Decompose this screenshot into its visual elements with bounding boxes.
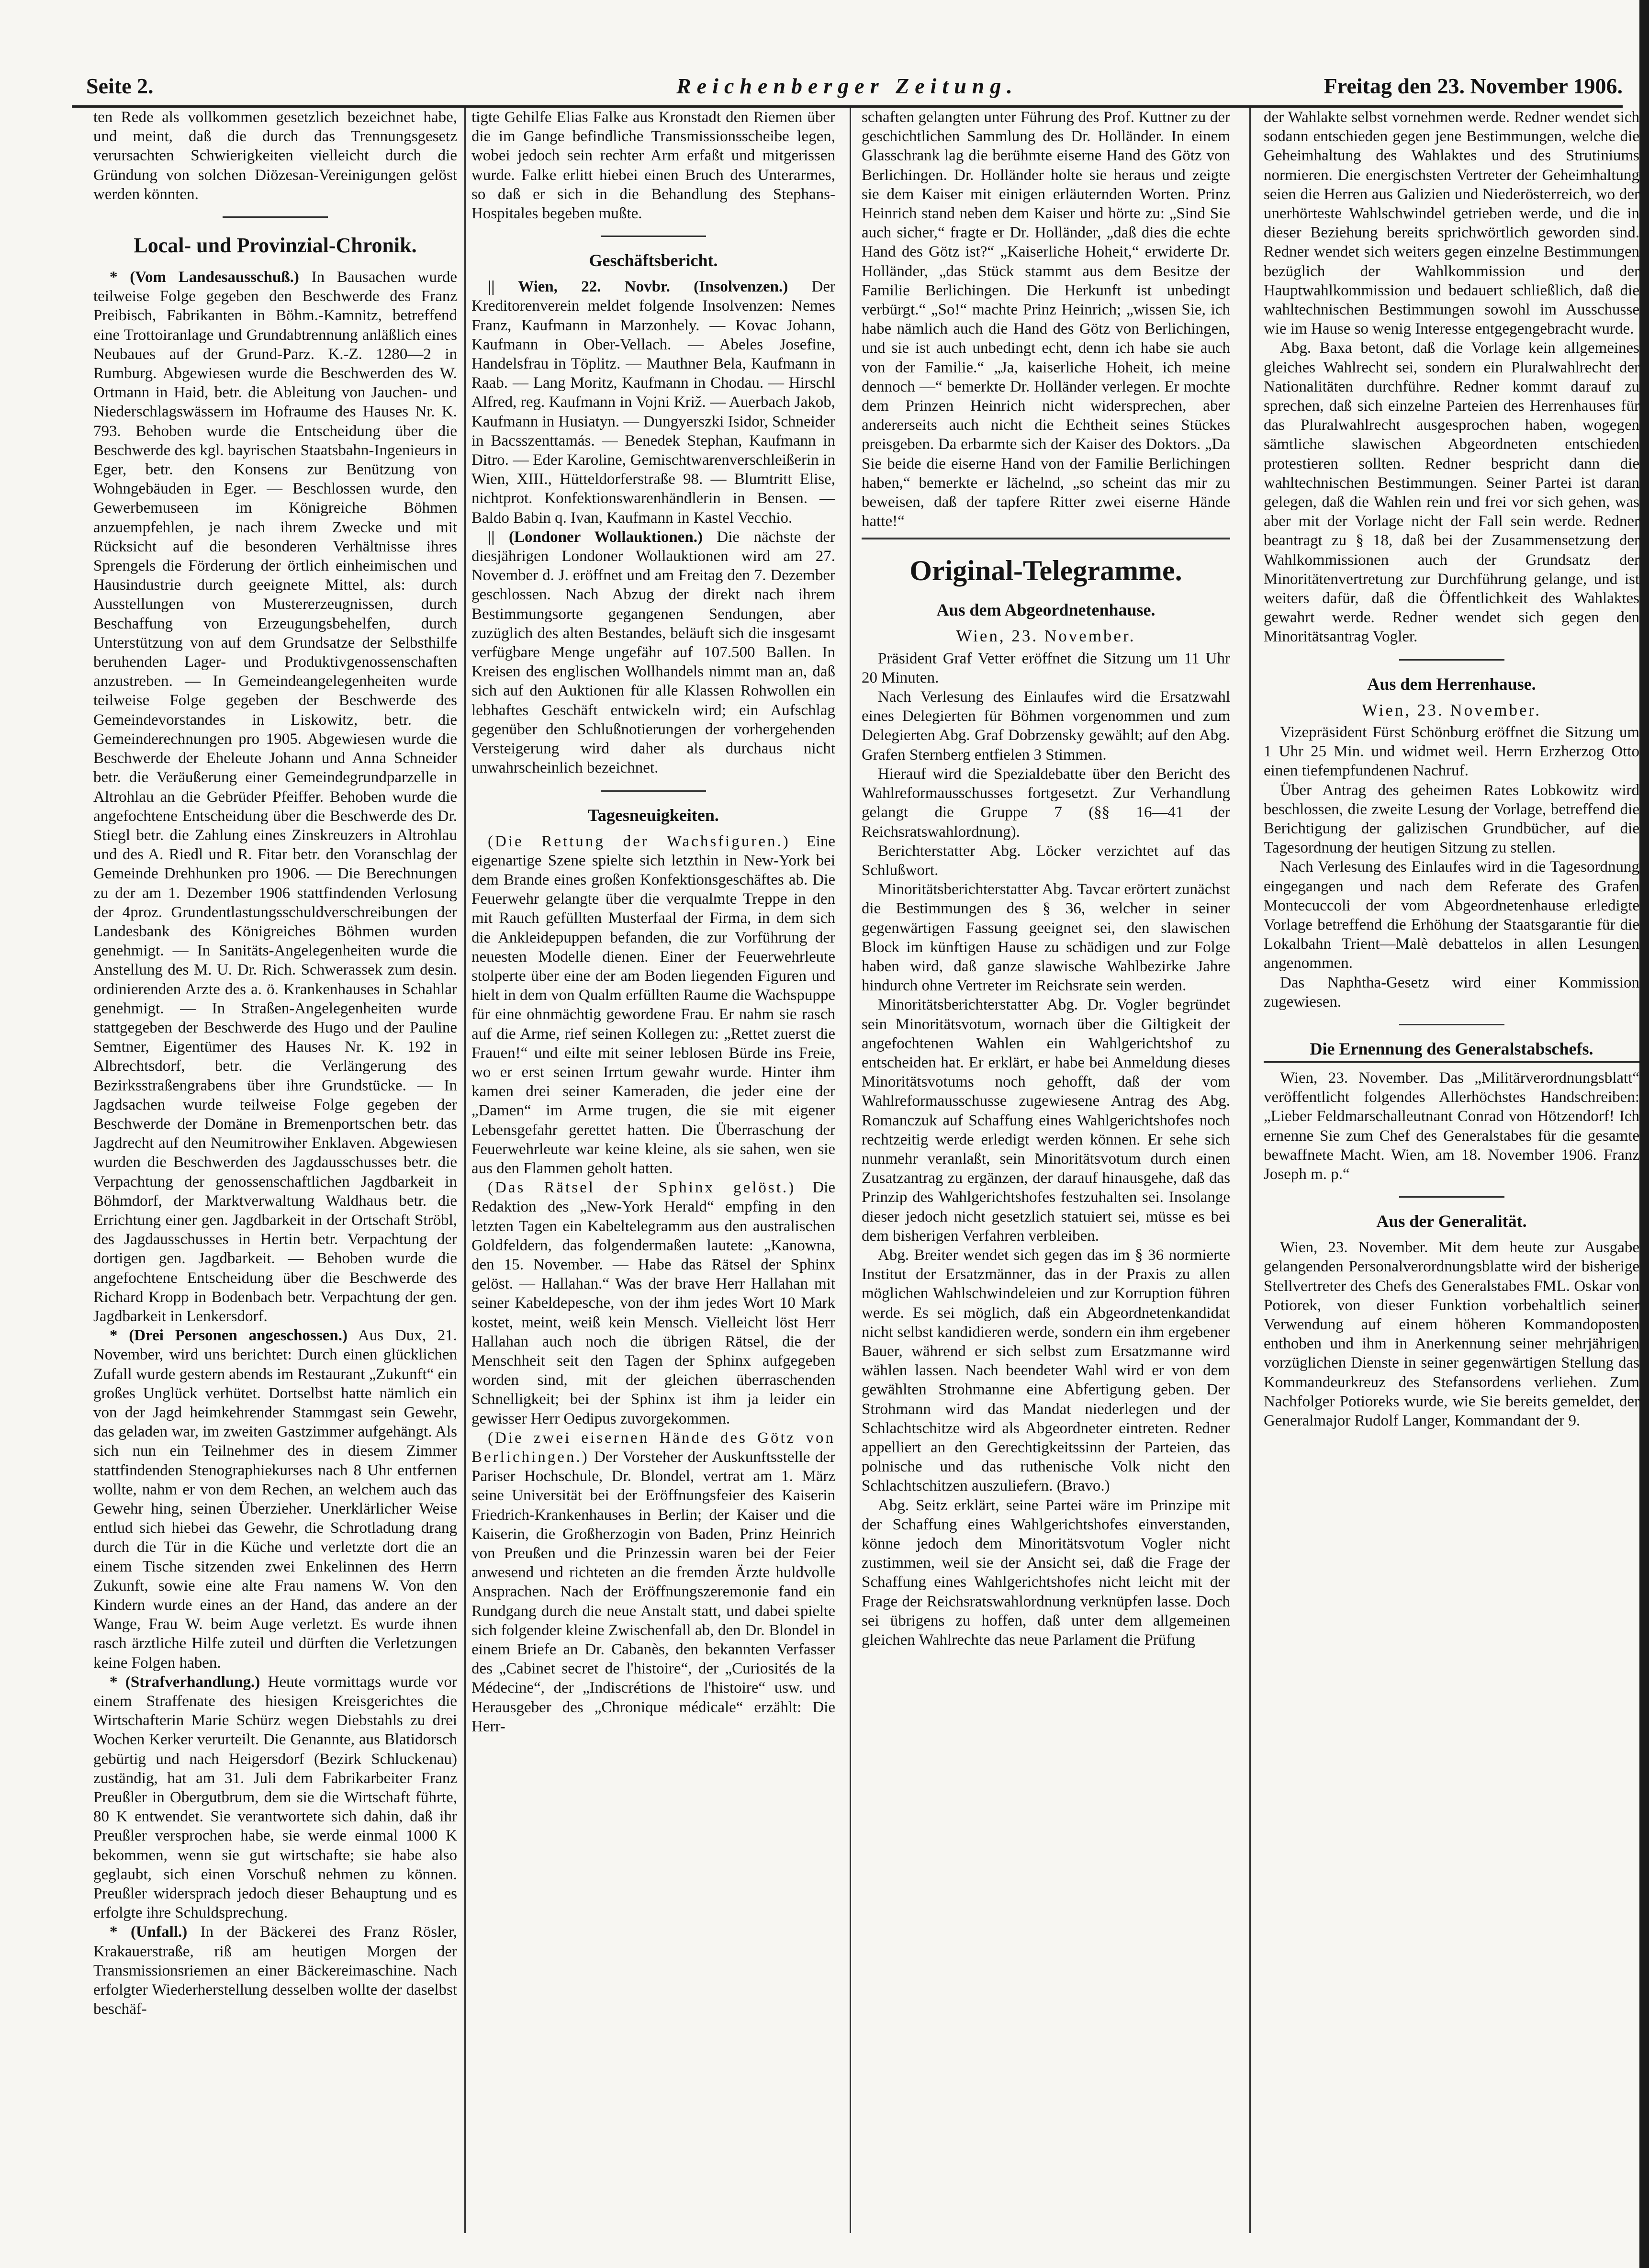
article-body: In der Bäckerei des Franz Rösler, Krakauerstraße, riß am heutigen Morgen der Transmissionsriemen an einer Bäckereimaschine. Nach erfolgter Wiederherstellung desselben wollte der daselbst beschäf- xyxy=(93,1923,457,2018)
section-title-local-chronicle: Local- und Provinzial-Chronik. xyxy=(134,234,417,258)
article-goetz xyxy=(471,1428,835,1736)
article-body: In Bausachen wurde teilweise Folge gegeben den Beschwerde des Franz Preibisch, Fabrikanten in Böhm.-Kamnitz, betreffend eine Trottoiranlage und Grundabtrennung anläßlich eines Neubaues auf der Grund-Parz. K.-Z. 1280—2 in Rumburg. Abgewiesen wurde die Beschwerden des W. Ortmann in Haid, betr. die Ableitung von Jauchen- und Niederschlagswässern im Hofraume des Hauses Nr. K. 793. Behoben wurde die Entscheidung über die Beschwerde des kgl. bayrischen Staatsbahn-Ingenieurs in Eger, betr. den Konsens zur Benützung von Wohngebäuden in Eger. — Beschlossen wurde, den Gewerbemuseen im Königreiche Böhmen anzuempfehlen, je nach ihrem Zwecke und mit Rücksicht auf die besonderen Verhältnisse ihres Sprengels die Förderung der örtlich einheimischen und Hausindustrie durch geeignete Mittel, als: durch Ausstellungen von Mustererzeugnissen, durch Beschaffung von Erzeugungsbehelfen, durch Unterstützung von auf dem Grundsatze der Selbsthilfe beruhenden Lager- und Produktivgenossenschaften anzustreben. — In Gemeindeangelegenheiten wurde teilweise Folge gegeben der Beschwerde des Gemeindevorstandes in Liskowitz, betr. die Gemeinderechnungen pro 1905. Abgewiesen wurde die Beschwerde der Eheleute Johann und Anna Schneider betr. die Veräußerung einer Gemeindegrundparzelle in Altrohlau an die Gebrüder Pfeiffer. Behoben wurde die angefochtene Entscheidung über die Beschwerde des Dr. Stiegl betr. die Zahlung eines Zinskreuzers in Altrohlau und des A. Riedl und R. Fitar betr. den Voranschlag der Gemeinde Drehhunken pro 1906. — Die Berechnungen zu der am 1. Dezember 1906 stattfindenden Verlosung der 4proz. Grundentlastungsschuldverschreibungen der Landesbank des Königreiches Böhmen wurden genehmigt. — In Sanitäts-Angelegenheiten wurde die Anstellung des M. U. Dr. Rich. Schwerassek zum desin. ordinierenden Arzte des a. ö. Krankenhauses in Schahlar genehmigt. — In Straßen-Angelegenheiten wurde stattgegeben der Beschwerde des Hugo und der Pauline Semtner, Eigentümer des Hauses Nr. K. 192 in Albrechtsdorf, betr. die Verlängerung des Bezirksstraßengrabens über ihre Grundstücke. — In Jagdsachen wurde teilweise Folge gegeben der Beschwerde der Domäne in Bremenportschen betr. das Jagdrecht auf den Neumitrowiher Enklaven. Abgewiesen wurden die Beschwerden des Jagdausschusses betr. die Verpachtung der genossenschaftlichen Jagdbarkeit in Böhmdorf, der Marktverwaltung Waldhaus betr. die Errichtung einer gen. Jagdbarkeit in der Ortschaft Ströbl, des Jagdausschusses in Hertin betr. Verpachtung der dortigen gen. Jagdbarkeit. — Behoben wurde die angefochtene Entscheidung über die Beschwerde des Richard Kropp in Bodenbach betr. Verpachtung der gen. Jagdbarkeit in Lenkersdorf. xyxy=(93,269,457,1325)
paragraph: Abg. Baxa betont, daß die Vorlage kein allgemeines gleiches Wahlrecht sei, sondern ein Pluralwahlrecht der Nationalitäten durchführe. Redner kommt darauf zu sprechen, daß sich einzelne Parteien des Herrenhauses für das Pluralwahlrecht ausgesprochen haben, wogegen sämtliche slawischen Abgeordneten entschieden protestieren sollten. Redner bespricht dann die wahltechnischen Bestimmungen. Seiner Partei ist daran gelegen, daß die Wahlen rein und frei vor sich gehen, was aber mit der Vorlage nicht der Fall sein werde. Redner beantragt zu § 18, daß bei der Zusammensetzung der Wahlkommissionen auch der Grundsatz der Minoritätenvertretung zur Durchführung gelange, und ist weiters dafür, daß die Öffentlichkeit des Wahlaktes gewahrt werde. Redner wendet sich gegen den Minoritätsantrag Vogler. xyxy=(1264,339,1639,646)
article-drei-personen xyxy=(93,1326,457,1673)
section-title-telegrams: Original-Telegramme. xyxy=(909,555,1182,587)
section-separator xyxy=(862,538,1230,539)
scan-edge xyxy=(1639,0,1649,2268)
article-lead: * (Unfall.) xyxy=(110,1923,188,1941)
section-separator xyxy=(601,790,706,792)
article-insolvenzen xyxy=(471,277,835,528)
article-sphinx xyxy=(471,1178,835,1428)
section-title-daily-news: Tagesneuigkeiten. xyxy=(588,805,719,825)
column-divider xyxy=(1249,108,1251,2233)
article-lead: (Die zwei eisernen Hände des Götz von Berlichingen.) xyxy=(471,1429,835,1466)
article-body: Die Redaktion des „New-York Herald“ empfing in den letzten Tagen ein Kabeltelegramm aus den australischen Goldfeldern, das folgendermaßen lautete: „Kanowna, den 15. November. — Habe das Rätsel der Sphinx gelöst. — Hallahan.“ Was der brave Herr Hallahan mit seiner Kabeldepesche, von der ihm jedes Wort 10 Mark kostet, meint, weiß kein Mensch. Vielleicht löst Herr Hallahan auch noch die übrigen Rätsel, die der Menschheit seit den Tagen der Sphinx aufgegeben worden sind, mit der gleichen überraschenden Schnelligkeit; bei der Sphinx ist ihm ja leider ein gewisser Herr Oedipus zuvorgekommen. xyxy=(471,1179,835,1427)
issue-date: Freitag den 23. November 1906. xyxy=(1324,74,1623,98)
article-body: Die nächste der diesjährigen Londoner Wollauktionen wird am 27. November d. J. eröffnet und am Freitag den 7. Dezember geschlossen. Nach Abzug der direkt nach ihrem Bestimmungsorte gegangenen Sendungen, aber zuzüglich des alten Bestandes, beläuft sich die insgesamt verfügbare Menge ungefähr auf 107.500 Ballen. In Kreisen des englischen Wollhandels nimmt man an, daß sich auf den Auktionen für alle Klassen Rohwollen ein lebhaftes Geschäft entwickeln wird; ein Aufschlag gegenüber den Schlußnotierungen der vorhergehenden Versteigerung wird daher als durchaus nicht unwahrscheinlich bezeichnet. xyxy=(471,528,835,777)
article-continuation: tigte Gehilfe Elias Falke aus Kronstadt den Riemen über die im Gange befindliche Transmissionsscheibe legen, wobei jedoch sein rechter Arm erfaßt und mitgerissen wurde. Falke erlitt hiebei einen Bruch des Unterarmes, so daß er sich in die Behandlung des Stephans-Hospitales begeben mußte. xyxy=(471,109,835,223)
paragraph: Das Naphtha-Gesetz wird einer Kommission zugewiesen. xyxy=(1264,974,1639,1010)
article-body: Heute vormittags wurde vor einem Straffenate des hiesigen Kreisgerichtes die Wirtschafterin Marie Schürz wegen Diebstahls zu drei Wochen Kerker verurteilt. Die Genannte, aus Blatidorsch gebürtig und nach Heigersdorf (Bezirk Schluckenau) zuständig, hat am 31. Juli dem Fabrikarbeiter Franz Preußler in Obergutbrum, dem sie die Wirtschaft führte, 80 K entwendet. Sie verantwortete sich dahin, daß ihr Preußler versprochen habe, sie werde einmal 1000 K bekommen, wenn sie gut wirtschafte; sie habe also geglaubt, sich einen Vorschuß nehmen zu können. Preußler widersprach jedoch dieser Behauptung und es erfolgte ihre Schuldsprechung. xyxy=(93,1673,457,1922)
column-1 xyxy=(93,108,457,2233)
column-divider xyxy=(850,108,851,2233)
article-wachsfiguren xyxy=(471,832,835,1179)
paragraph: Über Antrag des geheimen Rates Lobkowitz wird beschlossen, die zweite Lesung der Vorlage, betreffend die Berichtigung der galizischen Grundbücher, auf die Tagesordnung der heutigen Sitzung zu stellen. xyxy=(1264,781,1639,857)
column-divider xyxy=(464,108,466,2233)
section-separator xyxy=(601,236,706,237)
article-body: Eine eigenartige Szene spielte sich letzthin in New-York bei dem Brande eines großen Konfektionsgeschäftes ab. Die Feuerwehr gelangte über die verqualmte Treppe in den mit Rauch gefüllten Musterfaal der Firma, in dem sich die Ankleidepuppen befanden, die zur Vorführung der neuesten Modelle dienen. Einer der Feuerwehrleute stolperte über eine der am Boden liegenden Figuren und hielt in dem von Qualm erfüllten Raume die Wachspuppe für eine ohnmächtig gewordene Frau. Er nahm sie rasch auf die Arme, rief seinen Kollegen zu: „Rettet zuerst die Frauen!“ und eilte mit seiner leblosen Bürde ins Freie, wo er erst seinen Irrtum gewahr wurde. Hinter ihm kamen drei seiner Kameraden, die jeder eine der „Damen“ im Arme trugen, die sie mit eigener Lebensgefahr gerettet hatten. Die Überraschung der Feuerwehrleute war keine kleine, als sie sahen, wen sie aus den Flammen geholt hatten. xyxy=(471,832,835,1177)
article-lead: || (Londoner Wollauktionen.) xyxy=(488,528,703,546)
paragraph: Wien, 23. November. Das „Militärverordnungsblatt“ veröffentlicht folgendes Allerhöchstes Handschreiben: „Lieber Feldmarschalleutnant Conrad von Hötzendorf! Ich ernenne Sie zum Chef des Generalstabes für die gesamte bewaffnete Macht. Wien, am 18. November 1906. Franz Joseph m. p.“ xyxy=(1264,1069,1639,1183)
article-continuation: der Wahlakte selbst vornehmen werde. Redner wendet sich sodann entschieden gegen jene Bestimmungen, welche die Geheimhaltung des Wahlaktes und des Strutiniums normieren. Die energischsten Vertreter der Geheimhaltung seien die Herren aus Galizien und Niederösterreich, wo der unerhörteste Wahlschwindel getrieben werde, und die in dieser Beziehung bereits sprichwörtlich geworden sind. Redner wendet sich weiters gegen einzelne Bestimmungen bezüglich der Wahlkommission und der Hauptwahlkommission und bedauert schließlich, daß die wahltechnischen Bestimmungen sowohl im Ausschusse wie im Hause so wenig Interesse entgegengebracht wurde. xyxy=(1264,109,1639,338)
section-separator xyxy=(1399,1024,1504,1025)
section-title-business-report: Geschäftsbericht. xyxy=(589,251,718,270)
section-separator xyxy=(1399,659,1504,661)
column-2 xyxy=(471,108,835,2233)
dateline: Wien, 23. November. xyxy=(956,627,1136,646)
section-separator xyxy=(1399,1196,1504,1198)
paragraph: Nach Verlesung des Einlaufes wird die Ersatzwahl eines Delegierten für Böhmen vorgenommen und zum Delegierten Abg. Graf Dobrzensky gewählt; auf den Abg. Grafen Sternberg entfielen 3 Stimmen. xyxy=(862,688,1230,763)
article-strafverhandlung xyxy=(93,1673,457,1923)
article-body: Der Vorsteher der Auskunftsstelle der Pariser Hochschule, Dr. Blondel, vertrat am 1. März seine Universität bei der Eröffnungsfeier des Kaiserin Friedrich-Krankenhauses in Berlin; der Kaiser und die Kaiserin, die Großherzogin von Baden, Prinz Heinrich von Preußen und die Prinzessin waren bei der Feier anwesend und richteten an die fremden Ärzte huldvolle Ansprachen. Nach der Eröffnungszeremonie fand ein Rundgang durch die neue Anstalt statt, und dabei spielte sich folgender kleine Zwischenfall ab, den Dr. Blondel in einem Briefe an Dr. Cabanès, den bekannten Verfasser des „Cabinet secret de l'histoire“, der „Curiosités de la Médecine“, der „Indiscrétions de l'histoire“ usw. und Herausgeber des „Chronique médicale“ erzählt: Die Herr- xyxy=(471,1448,835,1735)
paragraph: Nach Verlesung des Einlaufes wird in die Tagesordnung eingegangen und nach dem Referate des Grafen Montecuccoli der vom Abgeordnetenhause erledigte Vorlage betreffend die Erhöhung der Staatsgarantie für die Lokalbahn Trient—Malè debattelos in allen Lesungen angenommen. xyxy=(1264,858,1639,972)
article-lead: * (Drei Personen angeschossen.) xyxy=(110,1327,348,1345)
subsection-title-general-staff: Die Ernennung des Generalstabschefs. xyxy=(1264,1038,1639,1063)
article-body: Aus Dux, 21. November, wird uns berichtet: Durch einen glücklichen Zufall wurde gestern abends im Restaurant „Zukunft“ ein großes Unglück verhütet. Dortselbst hatte nämlich ein von der Jagd heimkehrender Stammgast sein Gewehr, das geladen war, im zweiten Gastzimmer aufgehängt. Als sich nun ein Teilnehmer des in diesem Zimmer stattfindenden Stenographiekurses nach 8 Uhr entfernen wollte, nahm er von dem Rechen, an welchem auch das Gewehr hing, seinen Überzieher. Unerklärlicher Weise entlud sich hiebei das Gewehr, die Schrotladung drang durch die Tür in die Küche und verletzte dort die an einem Tische sitzenden zwei Enkelinnen des Herrn Zukunft, sowie eine alte Frau namens W. Von den Kindern wurde eines an der Hand, das andere an der Wange, Frau W. beim Auge verletzt. Es wurde ihnen rasch ärztliche Hilfe zuteil und dürften die Verletzungen keine Folgen haben. xyxy=(93,1327,457,1672)
article-lead: * (Strafverhandlung.) xyxy=(110,1673,260,1691)
newspaper-title: Reichenberger Zeitung. xyxy=(676,74,1018,98)
article-wollauktionen xyxy=(471,528,835,778)
subsection-title-generality: Aus der Generalität. xyxy=(1376,1212,1527,1231)
dateline: Wien, 23. November. xyxy=(1362,700,1541,719)
paragraph: Vizepräsident Fürst Schönburg eröffnet die Sitzung um 1 Uhr 25 Min. und widmet weil. Herrn Erzherzog Otto einen tiefempfundenen Nachruf. xyxy=(1264,723,1639,780)
article-continuation: schaften gelangten unter Führung des Prof. Kuttner zu der geschichtlichen Sammlung des Dr. Holländer. In einem Glasschrank lag die berühmte eiserne Hand des Götz von Berlichingen. Dr. Holländer holte sie heraus und zeigte sie dem Kaiser mit einigen erläuternden Worten. Prinz Heinrich stand neben dem Kaiser und hörte zu: „Sind Sie auch sicher,“ fragte er Dr. Holländer, „daß dies die echte Hand des Götz ist?“ „Kaiserliche Hoheit,“ erwiderte Dr. Holländer, „das Stück stammt aus dem Besitze der Familie Berlichingen. Die Herkunft ist unbedingt verbürgt.“ „So!“ machte Prinz Heinrich; „wissen Sie, ich habe nämlich auch die Hand des Götz von Berlichingen, und sie ist auch unbedingt echt, denn ich habe sie auch von der Familie.“ „Ja, kaiserliche Hoheit, ich meine dennoch —“ bemerkte Dr. Holländer verlegen. Er mochte dem Prinzen Heinrich nicht widersprechen, aber andererseits auch nicht die Echtheit seines Stückes preisgeben. Da erbarmte sich der Kaiser des Doktors. „Da Sie beide die eiserne Hand von der Familie Berlichingen haben,“ bemerkte er lächelnd, „so scheint das mir zu beweisen, daß der tapfere Ritter zwei eiserne Hände hatte!“ xyxy=(862,109,1230,530)
article-landesausschuss xyxy=(93,268,457,1326)
column-3 xyxy=(862,108,1230,2233)
article-lead: || Wien, 22. Novbr. (Insolvenzen.) xyxy=(488,278,788,296)
section-separator xyxy=(223,216,328,218)
article-unfall xyxy=(93,1922,457,2019)
paragraph: Abg. Breiter wendet sich gegen das im § 36 normierte Institut der Ersatzmänner, das in der Praxis zu allen möglichen Wahlschwindeleien und zur Korruption führen werde. Es sei möglich, daß ein Abgeordnetenkandidat nicht selbst kandidieren werde, sondern ein ihm ergebener Bauer, während er sich selbst zum Ersatzmanne wird wählen lassen. Nach beendeter Wahl wird er von dem gewählten Strohmanne eine Abfertigung geben. Der Strohmann wird das Mandat niederlegen und der Schlachtschitze wird als Abgeordneter eintreten. Redner appelliert an den Gerechtigkeitssinn der Parteien, das polnische und das ruthenische Volk nicht den Schlachtschitzen auszuliefern. (Bravo.) xyxy=(862,1246,1230,1495)
paragraph: Hierauf wird die Spezialdebatte über den Bericht des Wahlreformausschusses fortgesetzt. Zur Verhandlung gelangt die Gruppe 7 (§§ 16—41 der Reichsratswahlordnung). xyxy=(862,765,1230,841)
article-lead: (Die Rettung der Wachsfiguren.) xyxy=(488,832,790,850)
article-lead: * (Vom Landesausschuß.) xyxy=(110,269,299,286)
subsection-title-house-of-deputies: Aus dem Abgeordnetenhause. xyxy=(936,600,1155,620)
page-header xyxy=(72,72,1623,108)
article-body: Der Kreditorenverein meldet folgende Insolvenzen: Nemes Franz, Kaufmann in Marzonhely. — Kovac Johann, Kaufmann in Ober-Vellach. — Abeles Josefine, Handelsfrau in Töplitz. — Mauthner Bela, Kaufmann in Raab. — Lang Moritz, Kaufmann in Chodau. — Hirschl Alfred, reg. Kaufmann in Vojni Križ. — Auerbach Jakob, Kaufmann in Husiatyn. — Dungyerszki Isidor, Schneider in Bacsszenttamás. — Benedek Stephan, Kaufmann in Ditro. — Eder Karoline, Gemischtwarenverschleißerin in Wien, XIII., Hütteldorferstraße 98. — Blumtritt Elise, nichtprot. Konfektionswarenhändlerin in Bensen. — Baldo Babin q. Ivan, Kaufmann in Kastel Vecchio. xyxy=(471,278,835,527)
paragraph: Minoritätsberichterstatter Abg. Dr. Vogler begründet sein Minoritätsvotum, wornach über die Giltigkeit der angefochtenen Wahlen ein Wahlgerichtshof zu entscheiden hat. Er erklärt, er habe bei Anmeldung dieses Minoritätsvotums noch gehofft, daß der vom Wahlreformausschusse zugewiesene Antrag des Abg. Romanczuk auf Schaffung eines Wahlgerichtshofes noch rechtzeitig werde erledigt werden können. Er sehe sich nunmehr veranlaßt, sein Minoritätsvotum durch einen Zusatzantrag zu ergänzen, der darauf hinausgehe, daß das Prinzip des Wahlgerichtshofes festzuhalten sei. Insolange dieser jedoch nicht gesetzlich statuiert sei, müsse es bei dem bisherigen Verfahren verbleiben. xyxy=(862,996,1230,1245)
paragraph: Minoritätsberichterstatter Abg. Tavcar erörtert zunächst die Bestimmungen des § 36, welcher in seiner gegenwärtigen Fassung geeignet sei, den slawischen Block im künftigen Hause zu schädigen und zur Folge haben wird, daß ganze slawische Wahlbezirke Jahre hindurch ohne Vertreter im Reichsrate sein werden. xyxy=(862,881,1230,995)
paragraph: Berichterstatter Abg. Löcker verzichtet auf das Schlußwort. xyxy=(862,842,1230,879)
paragraph: Wien, 23. November. Mit dem heute zur Ausgabe gelangenden Personalverordnungsblatte wird der bisherige Stellvertreter des Chefs des Generalstabes FML. Oskar von Potiorek, von dieser Funktion vorbehaltlich seiner Verwendung auf einem höheren Kommandoposten enthoben und ihm in Anerkennung seiner mehrjährigen vorzüglichen Dienste in seiner gegenwärtigen Stellung das Kommandeurkreuz des Stefansordens verliehen. Zum Nachfolger Potioreks wurde, wie Sie bereits gemeldet, der Generalmajor Rudolf Langer, Kommandant der 9. xyxy=(1264,1239,1639,1429)
page-number: Seite 2. xyxy=(86,74,154,98)
subsection-title-upper-house: Aus dem Herrenhause. xyxy=(1367,674,1536,694)
paragraph: Präsident Graf Vetter eröffnet die Sitzung um 11 Uhr 20 Minuten. xyxy=(862,650,1230,686)
article-lead: (Das Rätsel der Sphinx gelöst.) xyxy=(488,1179,796,1197)
column-4 xyxy=(1264,108,1639,2233)
paragraph: Abg. Seitz erklärt, seine Partei wäre im Prinzipe mit der Schaffung eines Wahlgerichtshofes einverstanden, könne jedoch dem Minoritätsvotum Vogler nicht zustimmen, weil sie der Ansicht sei, daß die Frage der Schaffung eines Wahlgerichtshofes nicht leicht mit der Frage der Reichsratswahlordnung verknüpfen lasse. Doch sei übrigens zu hoffen, daß unter dem allgemeinen gleichen Wahlrechte das neue Parlament die Prüfung xyxy=(862,1496,1230,1649)
article-continuation: ten Rede als vollkommen gesetzlich bezeichnet habe, und meint, daß die durch das Trennungsgesetz verursachten Schwierigkeiten vielleicht durch die Gründung von solchen Diözesan-Vereinigungen gelöst werden könnten. xyxy=(93,109,457,203)
